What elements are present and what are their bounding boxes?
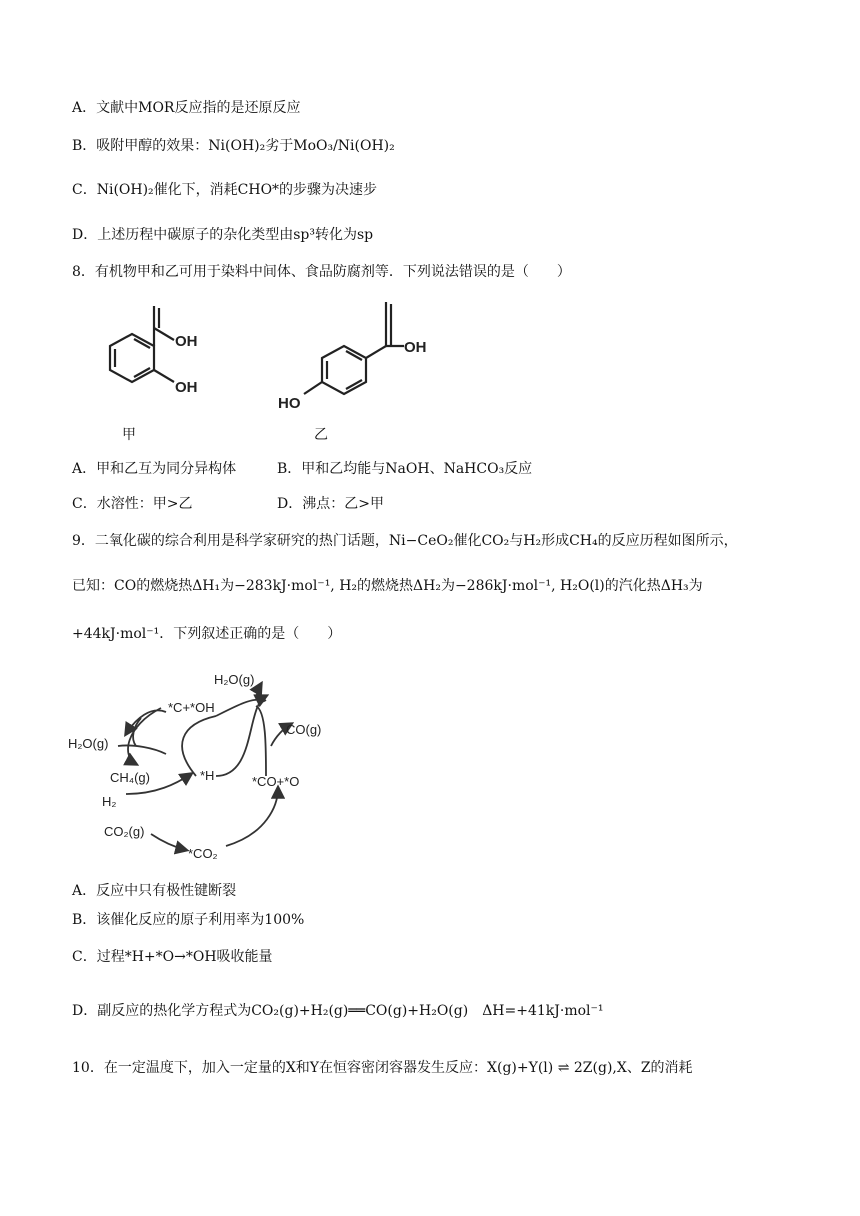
oh-label-3: OH	[404, 339, 427, 356]
label-h2o-top: H₂O(g)	[214, 672, 255, 687]
q9-stem-line-3: +44kJ·mol⁻¹．下列叙述正确的是（ ）	[72, 626, 342, 642]
q9-option-d: D．副反应的热化学方程式为CO₂(g)+H₂(g)══CO(g)+H₂O(g) ΔH=+41kJ·mol⁻¹	[72, 1003, 604, 1019]
label-co-g: CO(g)	[286, 722, 322, 737]
q9-stem-line-2: 已知：CO的燃烧热ΔH₁为−283kJ·mol⁻¹, H₂的燃烧热ΔH₂为−286kJ·mol⁻¹, H₂O(l)的汽化热ΔH₃为	[72, 578, 703, 594]
label-co2-g: CO₂(g)	[104, 824, 145, 839]
q9-option-c: C．过程*H+*O→*OH吸收能量	[72, 949, 273, 965]
label-h2o-left: H₂O(g)	[68, 736, 109, 751]
label-ch4-g: CH₄(g)	[110, 770, 150, 785]
label-co2-star: *CO₂	[188, 846, 218, 861]
label-h-star: *H	[200, 768, 215, 783]
q8-option-b: B．甲和乙均能与NaOH、NaHCO₃反应	[277, 461, 533, 477]
q9-option-b: B．该催化反应的原子利用率为100%	[72, 912, 305, 928]
q9-option-a: A．反应中只有极性键断裂	[72, 883, 237, 899]
structure-yi-label: 乙	[314, 427, 328, 443]
q10-stem: 10．在一定温度下，加入一定量的X和Y在恒容密闭容器发生反应：X(g)+Y(l) ⇌ 2Z(g),X、Z的消耗	[72, 1060, 693, 1076]
ho-label: HO	[278, 395, 301, 412]
label-h2: H₂	[102, 794, 117, 809]
oh-label-1: OH	[175, 333, 198, 350]
label-c-oh: *C+*OH	[168, 700, 215, 715]
q7-option-b: B．吸附甲醇的效果：Ni(OH)₂劣于MoO₃/Ni(OH)₂	[72, 138, 395, 154]
label-co-o: *CO+*O	[252, 774, 300, 789]
reaction-cycle-diagram	[66, 666, 336, 866]
q7-option-d: D．上述历程中碳原子的杂化类型由sp³转化为sp	[72, 227, 374, 243]
structure-yi	[272, 298, 442, 418]
q8-option-d: D．沸点：乙>甲	[277, 496, 384, 512]
structure-jia-label: 甲	[122, 427, 136, 443]
q8-option-c: C．水溶性：甲>乙	[72, 496, 193, 512]
q8-stem: 8．有机物甲和乙可用于染料中间体、食品防腐剂等．下列说法错误的是（ ）	[72, 264, 571, 280]
structure-jia	[70, 298, 210, 418]
q9-stem-line-1: 9．二氧化碳的综合利用是科学家研究的热门话题，Ni−CeO₂催化CO₂与H₂形成CH₄的反应历程如图所示，	[72, 533, 738, 549]
q7-option-c: C．Ni(OH)₂催化下，消耗CHO*的步骤为决速步	[72, 182, 378, 198]
q8-option-a: A．甲和乙互为同分异构体	[72, 461, 237, 477]
q7-option-a: A．文献中MOR反应指的是还原反应	[72, 100, 301, 116]
oh-label-2: OH	[175, 379, 198, 396]
